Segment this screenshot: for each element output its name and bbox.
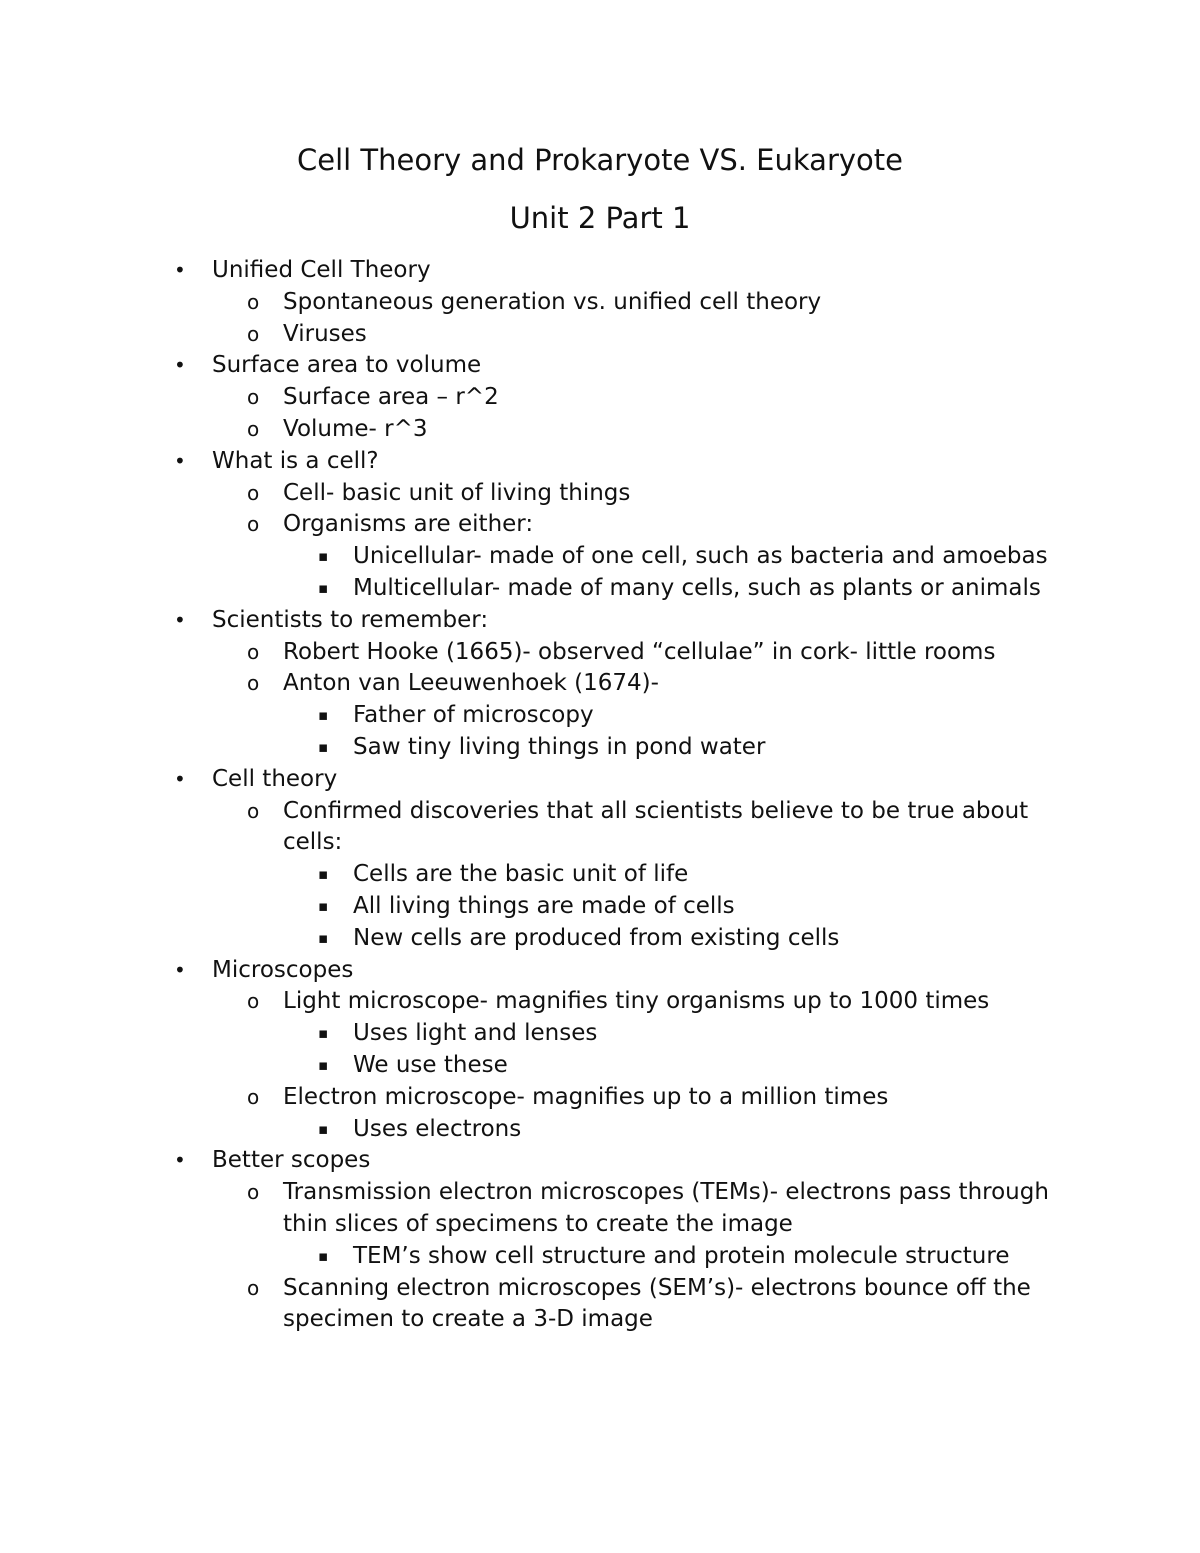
bullet-square-icon: ▪ xyxy=(318,706,329,725)
outline-text: Cell- basic unit of living things xyxy=(283,479,631,506)
bullet-circle-icon: o xyxy=(247,1084,260,1109)
bullet-square-icon: ▪ xyxy=(318,578,329,597)
outline-text: Father of microscopy xyxy=(353,702,594,729)
outline-text: All living things are made of cells xyxy=(353,892,735,919)
outline-subsubitem xyxy=(0,859,1063,891)
outline-subsubitem xyxy=(0,732,1063,764)
outline-text: Transmission electron microscopes (TEMs)- electrons pass through thin slices of specimens to create the image xyxy=(283,1179,1049,1237)
outline-text: What is a cell? xyxy=(212,447,379,474)
bullet-square-icon: ▪ xyxy=(318,737,329,756)
outline-text: Electron microscope- magnifies up to a million times xyxy=(283,1083,889,1110)
outline-subitem xyxy=(0,1177,1053,1241)
outline-text: Confirmed discoveries that all scientists believe to be true about cells: xyxy=(283,797,1029,856)
outline-subitem xyxy=(0,986,1053,1018)
bullet-dot-icon: • xyxy=(174,766,186,791)
outline-text: Microscopes xyxy=(212,956,354,983)
outline-subsubitem xyxy=(0,1018,1063,1050)
outline-text: Volume- r^3 xyxy=(283,415,428,442)
outline-text: Scientists to remember: xyxy=(212,606,489,633)
bullet-square-icon: ▪ xyxy=(318,1024,329,1043)
bullet-dot-icon: • xyxy=(174,258,186,282)
outline-text: Unified Cell Theory xyxy=(212,257,431,283)
outline-text: Spontaneous generation vs. unified cell theory xyxy=(283,288,822,315)
outline-text: Unicellular- made of one cell, such as bacteria and amoebas xyxy=(353,543,1048,570)
outline-subsubitem xyxy=(0,541,1063,573)
outline-text: Scanning electron microscopes (SEM’s)- electrons bounce off the specimen to create a 3-D image xyxy=(283,1274,1031,1333)
bullet-circle-icon: o xyxy=(247,1275,260,1300)
outline-subitem xyxy=(0,1082,1053,1114)
bullet-circle-icon: o xyxy=(247,385,260,410)
outline-text: Organisms are either: xyxy=(283,511,534,538)
bullet-dot-icon: • xyxy=(174,353,186,378)
outline-subitem xyxy=(0,287,1053,319)
bullet-square-icon: ▪ xyxy=(318,1246,329,1265)
outline-subitem xyxy=(0,1273,1053,1337)
outline-subsubitem xyxy=(0,923,1063,955)
outline-text: New cells are produced from existing cells xyxy=(353,924,840,951)
outline-subitem xyxy=(0,319,1053,351)
outline-text: Viruses xyxy=(283,320,367,347)
outline-subsubitem xyxy=(0,1114,1063,1146)
outline-text: Surface area – r^2 xyxy=(283,384,499,411)
bullet-square-icon: ▪ xyxy=(318,865,329,884)
bullet-dot-icon: • xyxy=(174,1148,186,1173)
bullet-square-icon: ▪ xyxy=(318,1055,329,1074)
document-subtitle: Unit 2 Part 1 xyxy=(509,201,691,235)
bullet-circle-icon: o xyxy=(247,321,260,346)
outline-text: Cell theory xyxy=(212,765,338,792)
bullet-circle-icon: o xyxy=(247,798,260,823)
bullet-dot-icon: • xyxy=(174,607,186,632)
outline-subitem xyxy=(0,382,1053,414)
outline-text: We use these xyxy=(353,1051,508,1078)
outline-subitem xyxy=(0,414,1053,446)
bullet-circle-icon: o xyxy=(247,480,260,505)
outline-subitem xyxy=(0,509,1053,541)
outline-subsubitem xyxy=(0,891,1063,923)
outline-subsubitem xyxy=(0,700,1063,732)
outline-text: Cells are the basic unit of life xyxy=(353,861,689,888)
bullet-square-icon: ▪ xyxy=(318,896,329,915)
outline-subitem xyxy=(0,796,1053,860)
outline-item xyxy=(0,446,1072,478)
bullet-circle-icon: o xyxy=(247,512,260,537)
outline-text: Uses light and lenses xyxy=(353,1020,598,1047)
bullet-circle-icon: o xyxy=(247,639,260,664)
outline-text: Robert Hooke (1665)- observed “cellulae” in cork- little rooms xyxy=(283,638,996,665)
outline-item xyxy=(0,1145,1072,1177)
outline-text: Anton van Leeuwenhoek (1674)- xyxy=(283,670,659,697)
outline-subitem xyxy=(0,478,1053,510)
outline-subitem xyxy=(0,668,1053,700)
outline-item xyxy=(0,764,1072,796)
outline-text: TEM’s show cell structure and protein molecule structure xyxy=(353,1242,1010,1269)
outline-text: Uses electrons xyxy=(353,1115,522,1142)
outline-item xyxy=(0,955,1072,987)
outline-subsubitem xyxy=(0,1050,1063,1082)
outline-text: Better scopes xyxy=(212,1147,371,1174)
bullet-circle-icon: o xyxy=(247,671,260,696)
outline-text: Saw tiny living things in pond water xyxy=(353,733,766,760)
bullet-dot-icon: • xyxy=(174,448,186,473)
outline-subsubitem xyxy=(0,573,1063,605)
bullet-circle-icon: o xyxy=(247,416,260,441)
outline-text: Surface area to volume xyxy=(212,352,482,379)
outline-item xyxy=(0,605,1072,637)
outline-item xyxy=(0,350,1072,382)
bullet-square-icon: ▪ xyxy=(318,547,329,566)
document-title: Cell Theory and Prokaryote VS. Eukaryote xyxy=(297,143,903,177)
notes-outline xyxy=(0,255,1200,1336)
bullet-dot-icon: • xyxy=(174,957,186,982)
bullet-square-icon: ▪ xyxy=(318,928,329,947)
outline-subitem xyxy=(0,637,1053,669)
bullet-square-icon: ▪ xyxy=(318,1119,329,1138)
outline-subsubitem xyxy=(0,1241,1063,1273)
bullet-circle-icon: o xyxy=(247,989,260,1014)
bullet-circle-icon: o xyxy=(247,1180,260,1205)
outline-text: Multicellular- made of many cells, such as plants or animals xyxy=(353,574,1041,601)
outline-text: Light microscope- magnifies tiny organisms up to 1000 times xyxy=(283,988,990,1015)
bullet-circle-icon: o xyxy=(247,289,260,314)
outline-item xyxy=(0,255,1072,287)
